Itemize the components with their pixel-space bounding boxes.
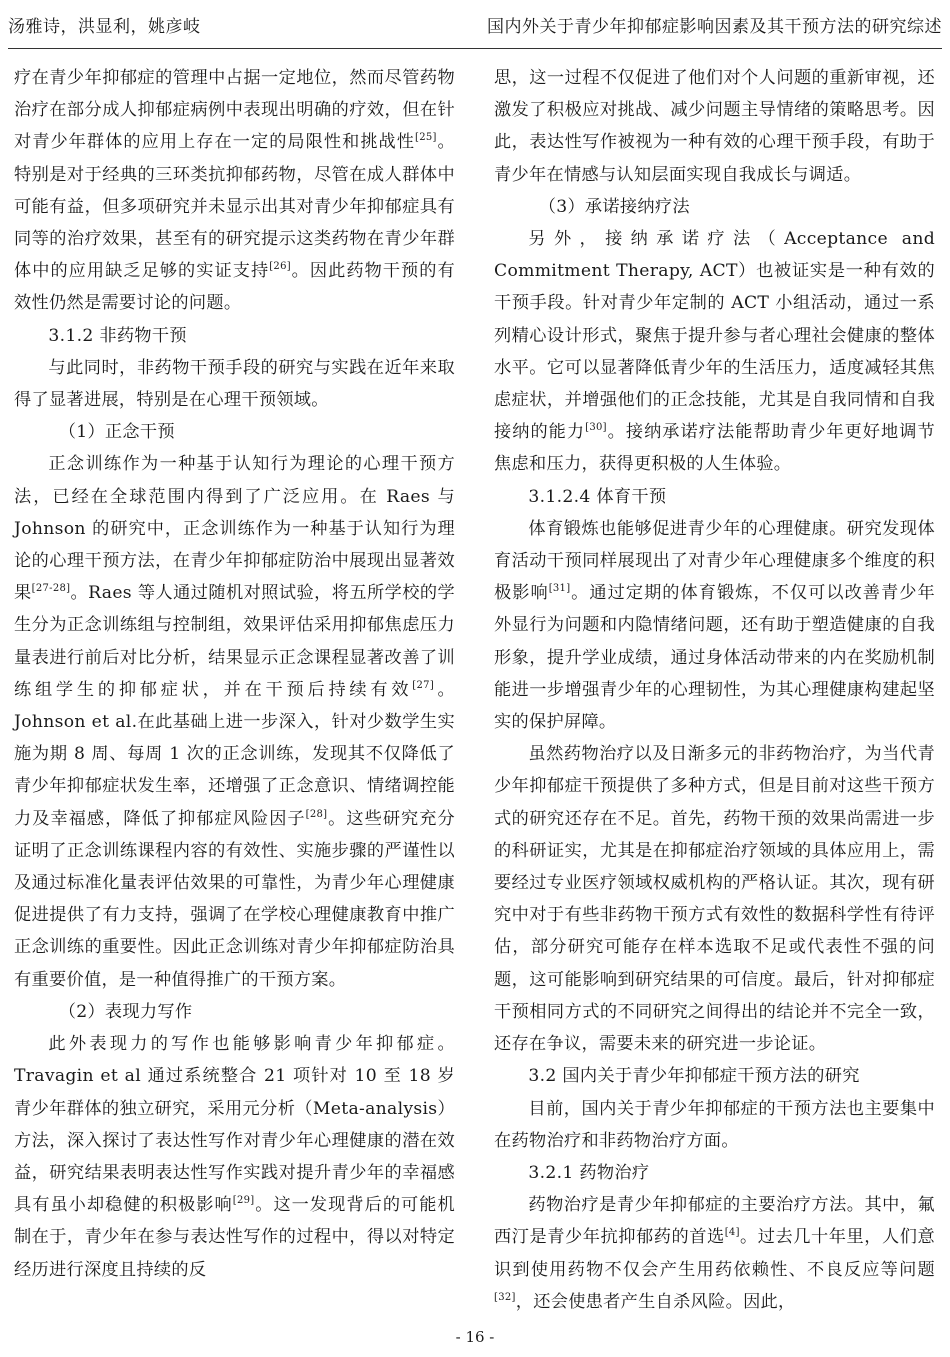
subsection-heading: （3）承诺接纳疗法 — [538, 196, 690, 217]
paragraph: 正念训练作为一种基于认知行为理论的心理干预方法，已经在全球范围内得到了广泛应用。在 Raes 与 Johnson 的研究中，正念训练作为一种基于认知行为理论的心理干预方法，在青少年抑郁症防治中展现出显著效果[27-28]。Raes 等人通过随机对照试验，将五所学校的学生分为正念训练组与控制组，效果评估采用抑郁焦虑压力量表进行前后对比分析，结果显示正念课程显著改善了训练组学生的抑郁症状，并在干预后持续有效[27]。Johnson et al.在此基础上进一步深入，针对少数学生实施为期 8 周、每周 1 次的正念训练，发现其不仅降低了青少年抑郁症状发生率，还增强了正念意识、情绪调控能力及幸福感，降低了抑郁症风险因子[28]。这些研究充分证明了正念训练课程内容的有效性、实施步骤的严谨性以及通过标准化量表评估效果的可靠性，为青少年心理健康促进提供了有力支持，强调了在学校心理健康教育中推广正念训练的重要性。因此正念训练对青少年抑郁症防治具有重要价值，是一种值得推广的干预方案。 — [14, 454, 455, 990]
subsection-heading: （1）正念干预 — [58, 422, 175, 443]
left-column — [14, 62, 455, 1286]
citation[interactable]: [31] — [548, 583, 571, 595]
citation[interactable]: [32] — [494, 1291, 516, 1303]
citation[interactable]: [25] — [415, 132, 437, 144]
paragraph: 体育锻炼也能够促进青少年的心理健康。研究发现体育活动干预同样展现出了对青少年心理健康多个维度的积极影响[31]。通过定期的体育锻炼，不仅可以改善青少年外显行为问题和内隐情绪问题，还有助于塑造健康的自我形象，提升学业成绩，通过身体活动带来的内在奖励机制能进一步增强青少年的心理韧性，为其心理健康构建起坚实的保护屏障。 — [494, 518, 935, 733]
section-heading: 3.2.1 药物治疗 — [528, 1162, 650, 1183]
paragraph: 此外表现力的写作也能够影响青少年抑郁症。Travagin et al 通过系统整合 21 项针对 10 至 18 岁青少年群体的独立研究，采用元分析（Meta-analysis）方法，深入探讨了表达性写作对青少年心理健康的潜在效益，研究结果表明表达性写作实践对提升青少年的幸福感具有虽小却稳健的积极影响[29]。这一发现背后的可能机制在于，青少年在参与表达性写作的过程中，得以对特定经历进行深度且持续的反 — [14, 1034, 455, 1280]
paragraph: 思，这一过程不仅促进了他们对个人问题的重新审视，还激发了积极应对挑战、减少问题主导情绪的策略思考。因此，表达性写作被视为一种有效的心理干预手段，有助于青少年在情感与认知层面实现自我成长与调适。 — [494, 68, 935, 185]
citation[interactable]: [29] — [232, 1195, 255, 1207]
citation[interactable]: [4] — [724, 1227, 740, 1239]
citation[interactable]: [26] — [269, 261, 291, 273]
citation[interactable]: [27-28] — [31, 583, 71, 595]
citation[interactable]: [27] — [412, 679, 435, 691]
citation[interactable]: [28] — [305, 808, 328, 820]
paragraph: 虽然药物治疗以及日渐多元的非药物治疗，为当代青少年抑郁症干预提供了多种方式，但是目前对这些干预方式的研究还存在不足。首先，药物干预的效果尚需进一步的科研证实，尤其是在抑郁症治疗领域的具体应用上，需要经过专业医疗领域权威机构的严格认证。其次，现有研究中对于有些非药物干预方式有效性的数据科学性有待评估，部分研究可能存在样本选取不足或代表性不强的问题，这可能影响到研究结果的可信度。最后，针对抑郁症干预相同方式的不同研究之间得出的结论并不完全一致，还存在争议，需要未来的研究进一步论证。 — [494, 744, 935, 1055]
running-header — [8, 0, 942, 49]
paragraph: 目前，国内关于青少年抑郁症的干预方法也主要集中在药物治疗和非药物治疗方面。 — [494, 1098, 935, 1151]
section-heading: 3.1.2.4 体育干预 — [528, 486, 667, 507]
paragraph: 与此同时，非药物干预手段的研究与实践在近年来取得了显著进展，特别是在心理干预领域。 — [14, 357, 455, 411]
header-authors: 汤雅诗，洪显利，姚彦岐 — [8, 16, 201, 37]
section-heading: 3.1.2 非药物干预 — [48, 325, 187, 346]
citation[interactable]: [30] — [585, 422, 607, 434]
paragraph: 药物治疗是青少年抑郁症的主要治疗方法。其中，氟西汀是青少年抗抑郁药的首选[4]。过去几十年里，人们意识到使用药物不仅会产生用药依赖性、不良反应等问题[32]，还会使患者产生自杀风险。因此， — [494, 1195, 935, 1312]
right-column — [494, 62, 935, 1318]
section-heading: 3.2 国内关于青少年抑郁症干预方法的研究 — [528, 1066, 860, 1087]
subsection-heading: （2）表现力写作 — [58, 1001, 193, 1022]
paragraph: 疗在青少年抑郁症的管理中占据一定地位，然而尽管药物治疗在部分成人抑郁症病例中表现出明确的疗效，但在针对青少年群体的应用上存在一定的局限性和挑战性[25]。特别是对于经典的三环类抗抑郁药物，尽管在成人群体中可能有益，但多项研究并未显示出其对青少年抑郁症具有同等的治疗效果，甚至有的研究提示这类药物在青少年群体中的应用缺乏足够的实证支持[26]。因此药物干预的有效性仍然是需要讨论的问题。 — [14, 68, 455, 314]
header-running-title: 国内外关于青少年抑郁症影响因素及其干预方法的研究综述 — [487, 16, 942, 37]
page-number: - 16 - — [455, 1328, 495, 1346]
paragraph: 另外，接纳承诺疗法（Acceptance and Commitment Therapy, ACT）也被证实是一种有效的干预手段。针对青少年定制的 ACT 小组活动，通过一系列精心设计形式，聚焦于提升参与者心理社会健康的整体水平。它可以显著降低青少年的生活压力，适度减轻其焦虑症状，并增强他们的正念技能，尤其是自我同情和自我接纳的能力[30]。接纳承诺疗法能帮助青少年更好地调节焦虑和压力，获得更积极的人生体验。 — [494, 229, 935, 475]
